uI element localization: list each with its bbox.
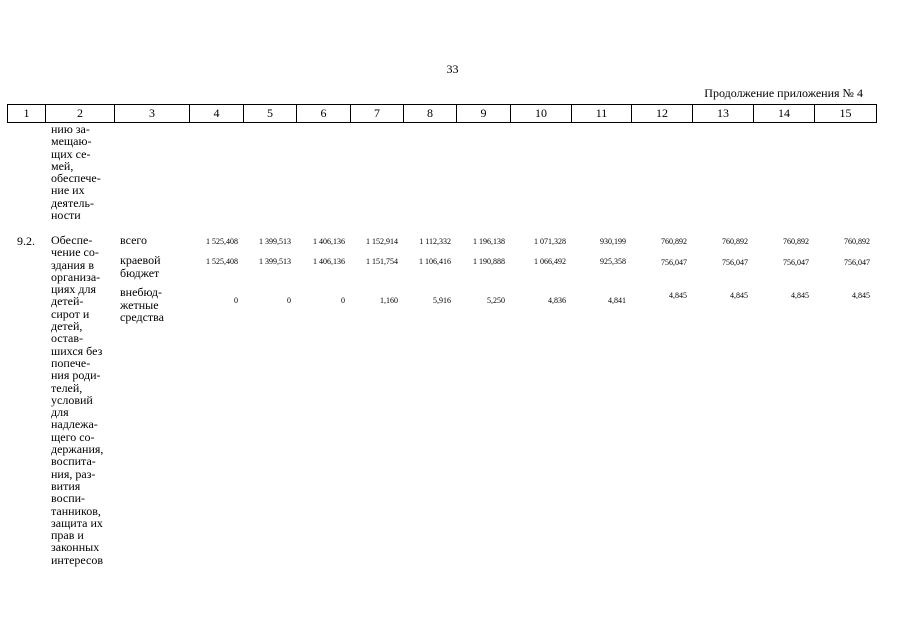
column-header: 11 <box>572 105 632 123</box>
value-cell: 0 <box>341 296 345 305</box>
column-header: 10 <box>511 105 572 123</box>
value-cell: 1 112,332 <box>419 237 451 246</box>
value-cell: 4,845 <box>669 291 687 300</box>
value-cell: 0 <box>287 296 291 305</box>
value-cell: 4,841 <box>608 296 626 305</box>
value-cell: 1 399,513 <box>259 237 291 246</box>
column-header: 2 <box>46 105 115 123</box>
value-cell: 1 071,328 <box>534 237 566 246</box>
value-cell: 760,892 <box>844 237 870 246</box>
column-header: 13 <box>693 105 754 123</box>
column-header: 5 <box>244 105 297 123</box>
value-cell: 756,047 <box>722 258 748 267</box>
value-cell: 0 <box>234 296 238 305</box>
column-number-header <box>7 104 877 123</box>
column-header: 8 <box>404 105 457 123</box>
value-cell: 4,845 <box>791 291 809 300</box>
source-label-total: всего <box>120 233 148 247</box>
value-cell: 5,916 <box>433 296 451 305</box>
column-header: 9 <box>457 105 511 123</box>
column-header: 12 <box>632 105 693 123</box>
source-label-extrabudgetary: внебюд- жетные средства <box>120 285 165 324</box>
column-header: 3 <box>115 105 190 123</box>
value-cell: 756,047 <box>661 258 687 267</box>
row-name: Обеспе- чение со- здания в организа- циях для детей- сирот и детей, остав- шихся без попече- ния роди- телей, условий для надлежа- щего со- держания, воспита- ния, раз- вития воспи- танников, защита их прав и законных интересов <box>51 233 104 567</box>
value-cell: 1 525,408 <box>206 257 238 266</box>
value-cell: 1 066,492 <box>534 257 566 266</box>
row-number: 9.2. <box>17 234 35 248</box>
value-cell: 1 399,513 <box>259 257 291 266</box>
value-cell: 760,892 <box>783 237 809 246</box>
value-cell: 1 106,416 <box>419 257 451 266</box>
value-cell: 1 190,888 <box>473 257 505 266</box>
value-cell: 1,160 <box>380 296 398 305</box>
value-cell: 756,047 <box>783 258 809 267</box>
value-cell: 930,199 <box>600 237 626 246</box>
previous-row-continuation: нию за- мещаю- щих се- мей, обеспече- ние их деятель- ности <box>51 122 101 223</box>
value-cell: 1 196,138 <box>473 237 505 246</box>
value-cell: 1 152,914 <box>366 237 398 246</box>
value-cell: 925,358 <box>600 257 626 266</box>
column-header: 7 <box>351 105 404 123</box>
value-cell: 1 406,136 <box>313 257 345 266</box>
value-cell: 1 525,408 <box>206 237 238 246</box>
appendix-continuation-caption: Продолжение приложения № 4 <box>704 86 863 100</box>
value-cell: 1 151,754 <box>366 257 398 266</box>
page-number: 33 <box>446 62 459 76</box>
column-header: 15 <box>815 105 877 123</box>
value-cell: 4,845 <box>730 291 748 300</box>
column-header: 14 <box>754 105 815 123</box>
source-label-regional-budget: краевой бюджет <box>120 253 161 280</box>
column-header: 4 <box>190 105 244 123</box>
value-cell: 760,892 <box>661 237 687 246</box>
value-cell: 4,836 <box>548 296 566 305</box>
value-cell: 760,892 <box>722 237 748 246</box>
value-cell: 4,845 <box>852 291 870 300</box>
value-cell: 1 406,136 <box>313 237 345 246</box>
column-header: 1 <box>8 105 46 123</box>
column-header: 6 <box>297 105 351 123</box>
value-cell: 756,047 <box>844 258 870 267</box>
value-cell: 5,250 <box>487 296 505 305</box>
